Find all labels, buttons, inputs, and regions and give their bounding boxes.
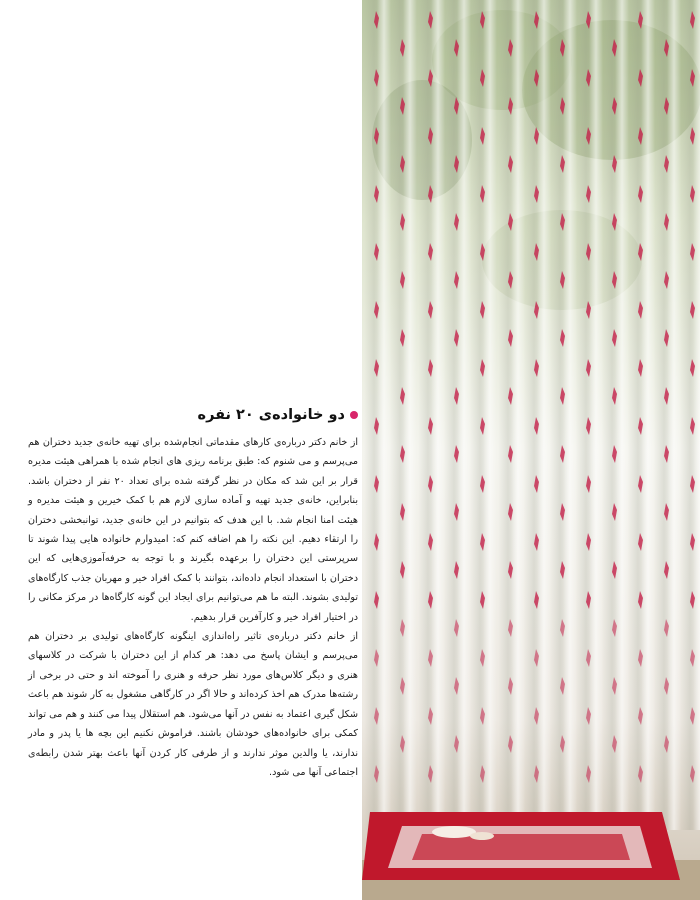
article-body: [28, 433, 358, 782]
heading-text: دو خانواده‌ی ۲۰ نفره: [197, 407, 345, 423]
curtain-fold-highlight: [403, 0, 417, 830]
article-heading: [28, 407, 358, 423]
curtain-fold-highlight: [589, 0, 603, 830]
curtain-fold-highlight: [457, 0, 471, 830]
curtain-fold-highlight: [537, 0, 551, 830]
paragraph-1: از خانم دکتر درباره‌ی کارهای مقدماتی انجام‌شده برای تهیه خانه‌ی جدید دختران هم می‌پرسم و می شنوم که: طبق برنامه ریزی های انجام شده با همراهی هیئت مدیره قرار بر این شد که مکان در نظر گرفته شده برای تعداد ۲۰ نفر از دختران باشد. بنابراین، خانه‌ی جدید تهیه و آماده سازی لازم هم با کمک خیرین و هیئت مدیره و هیئت امنا انجام شد. با این هدف که بتوانیم در این خانه‌ی جدید، توانبخشی دختران را ارتقاء دهیم. این نکته را هم اضافه کنم که: امیدوارم خانواده هایی پیدا شوند تا سرپرستی این دختران را برعهده بگیرند و با توجه به حرفه‌آموزی‌هایی که این دختران با استعداد انجام داده‌اند، بتوانند با کمک افراد خیر و مهربان جذب کارگاه‌های تولیدی بشوند. البته ما هم می‌توانیم برای ایجاد این گونه کارگاه‌ها در مرکز مکانی را در اختیار افراد خیر و کارآفرین قرار بدهیم.: [28, 437, 358, 623]
article-column: [28, 0, 358, 900]
curtain-fold-highlight: [693, 0, 700, 830]
paragraph-2: از خانم دکتر درباره‌ی تاثیر راه‌اندازی اینگونه کارگاه‌های تولیدی بر دختران هم می‌پرسم و ایشان پاسخ می دهد: هر کدام از این دختران با شرکت در کلاسهای هنری و دیگر کلاس‌های مورد نظر حرفه و هنری را آموخته اند و حتی در برخی از رشته‌ها مدرک هم اخذ کرده‌اند و حالا اگر در کارگاهی مشغول به کار شوند هم باعث شکل گیری اعتماد به نفس در آنها می‌شود. هم استقلال پیدا می کنند و هم می تواند کمکی برای خانواده‌های خودشان باشند. فراموش نکنیم این بچه ها یا پدر و مادر ندارند، یا والدین موثر ندارند و از طرفی کار کردن آنها باعث بهتر شدن رابطه‌ی اجتماعی آنها می شود.: [28, 631, 358, 778]
curtain-fold-highlight: [667, 0, 681, 830]
heading-bullet-icon: [350, 411, 358, 419]
curtain-fold-highlight: [563, 0, 577, 830]
curtain-photo: [362, 0, 700, 900]
curtain-photo-illustration: [362, 0, 700, 900]
curtain-fold-highlight: [615, 0, 629, 830]
curtain-fold-highlight: [511, 0, 525, 830]
curtain-fold-highlight: [431, 0, 445, 830]
curtain-fold-highlight: [483, 0, 497, 830]
curtain-fold-highlight: [641, 0, 655, 830]
curtain-fold-highlight: [377, 0, 391, 830]
